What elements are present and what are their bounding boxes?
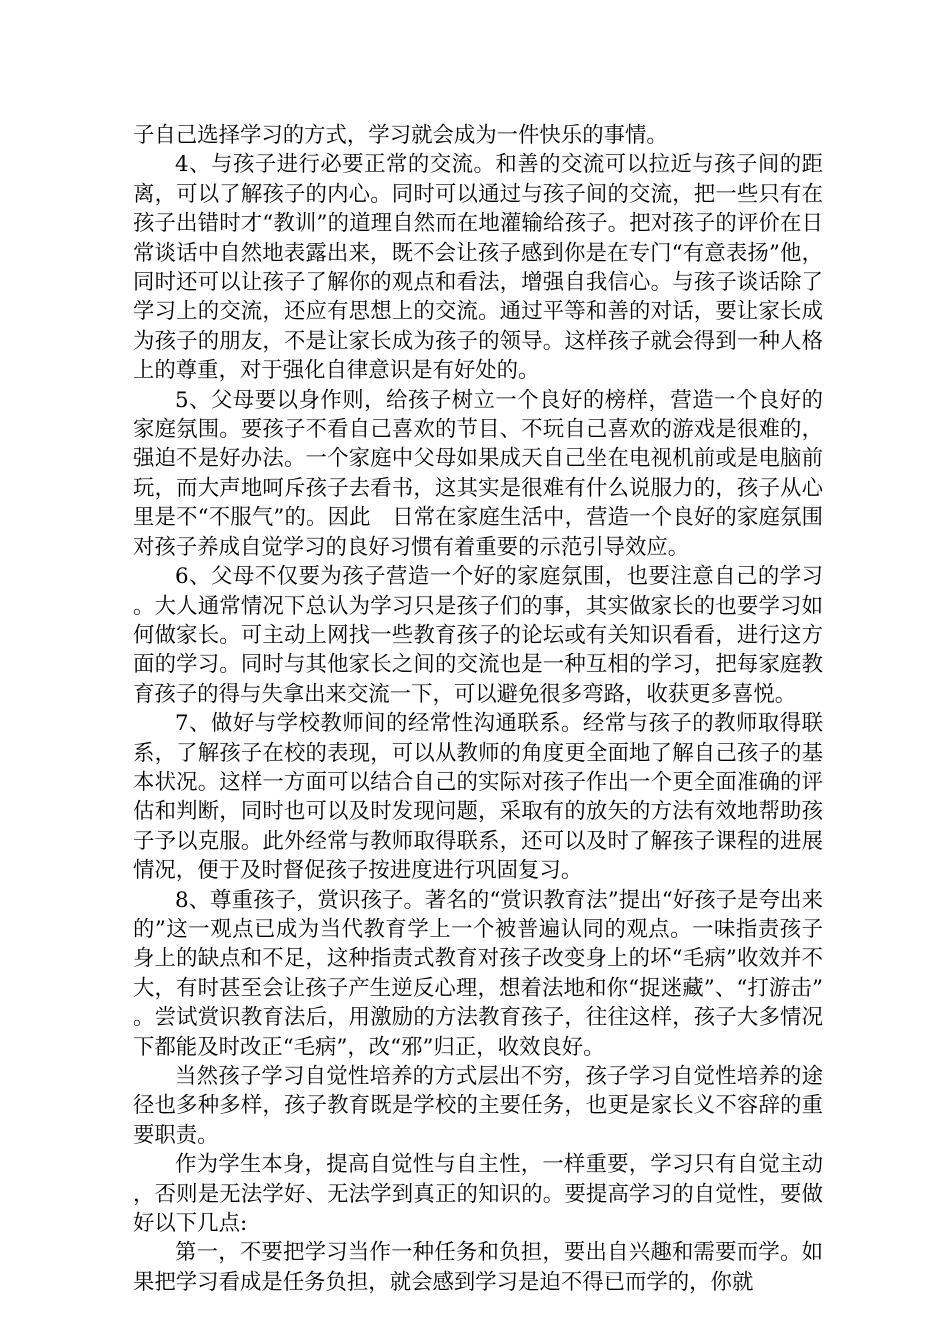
paragraph-summary: 当然孩子学习自觉性培养的方式层出不穷，孩子学习自觉性培养的途径也多种多样，孩子教育既是学校的主要任务，也更是家长义不容辞的重要职责。 bbox=[133, 1064, 823, 1148]
paragraph-item-7: 7、做好与学校教师间的经常性沟通联系。经常与孩子的教师取得联系，了解孩子在校的表现，可以从教师的角度更全面地了解自己孩子的基本状况。这样一方面可以结合自己的实际对孩子作出一个更全面准确的评估和判断，同时也可以及时发现问题，采取有的放矢的方法有效地帮助孩子予以克服。此外经常与教师取得联系，还可以及时了解孩子课程的进展情况，便于及时督促孩子按进度进行巩固复习。 bbox=[133, 711, 823, 884]
paragraph-item-6: 6、父母不仅要为孩子营造一个好的家庭氛围，也要注意自己的学习。大人通常情况下总认为学习只是孩子们的事，其实做家长的也要学习如何做家长。可主动上网找一些教育孩子的论坛或有关知识看看，进行这方面的学习。同时与其他家长之间的交流也是一种互相的学习，把每家庭教育孩子的得与失拿出来交流一下，可以避免很多弯路，收获更多喜悦。 bbox=[133, 564, 823, 707]
paragraph-student-intro: 作为学生本身，提高自觉性与自主性，一样重要，学习只有自觉主动，否则是无法学好、无法学到真正的知识的。要提高学习的自觉性，要做好以下几点: bbox=[133, 1152, 823, 1237]
paragraph-item-4: 4、与孩子进行必要正常的交流。和善的交流可以拉近与孩子间的距离，可以了解孩子的内心。同时可以通过与孩子间的交流，把一些只有在孩子出错时才“教训”的道理自然而在地灌输给孩子。把对孩子的评价在日常谈话中自然地表露出来，既不会让孩子感到你是在专门“有意表扬”他，同时还可以让孩子了解你的观点和看法，增强自我信心。与孩子谈话除了学习上的交流，还应有思想上的交流。通过平等和善的对话，要让家长成为孩子的朋友，不是让家长成为孩子的领导。这样孩子就会得到一种人格上的尊重，对于强化自律意识是有好处的。 bbox=[133, 152, 823, 384]
document-page bbox=[133, 121, 823, 1297]
paragraph-item-8: 8、尊重孩子，赏识孩子。著名的“赏识教育法”提出“好孩子是夸出来的”这一观点已成为当代教育学上一个被普遍认同的观点。一味指责孩子身上的缺点和不足，这种指责式教育对孩子改变身上的坏“毛病”收效并不大，有时甚至会让孩子产生逆反心理，想着法地和你“捉迷藏”、“打游击”。尝试赏识教育法后，用激励的方法教育孩子，往往这样，孩子大多情况下都能及时改正“毛病”，改“邪”归正，收效良好。 bbox=[133, 887, 823, 1060]
paragraph-point-one: 第一，不要把学习当作一种任务和负担，要出自兴趣和需要而学。如果把学习看成是任务负担，就会感到学习是迫不得已而学的，你就 bbox=[133, 1240, 823, 1295]
paragraph-continuation: 子自己选择学习的方式，学习就会成为一件快乐的事情。 bbox=[133, 123, 668, 148]
paragraph-item-5: 5、父母要以身作则，给孩子树立一个良好的榜样，营造一个良好的家庭氛围。要孩子不看自己喜欢的节目、不玩自己喜欢的游戏是很难的，强迫不是好办法。一个家庭中父母如果成天自己坐在电视机前或是电脑前玩，而大声地呵斥孩子去看书，这其实是很难有什么说服力的，孩子从心里是不“不服气”的。因此 日常在家庭生活中，营造一个良好的家庭氛围对孩子养成自觉学习的良好习惯有着重要的示范引导效应。 bbox=[133, 387, 823, 560]
